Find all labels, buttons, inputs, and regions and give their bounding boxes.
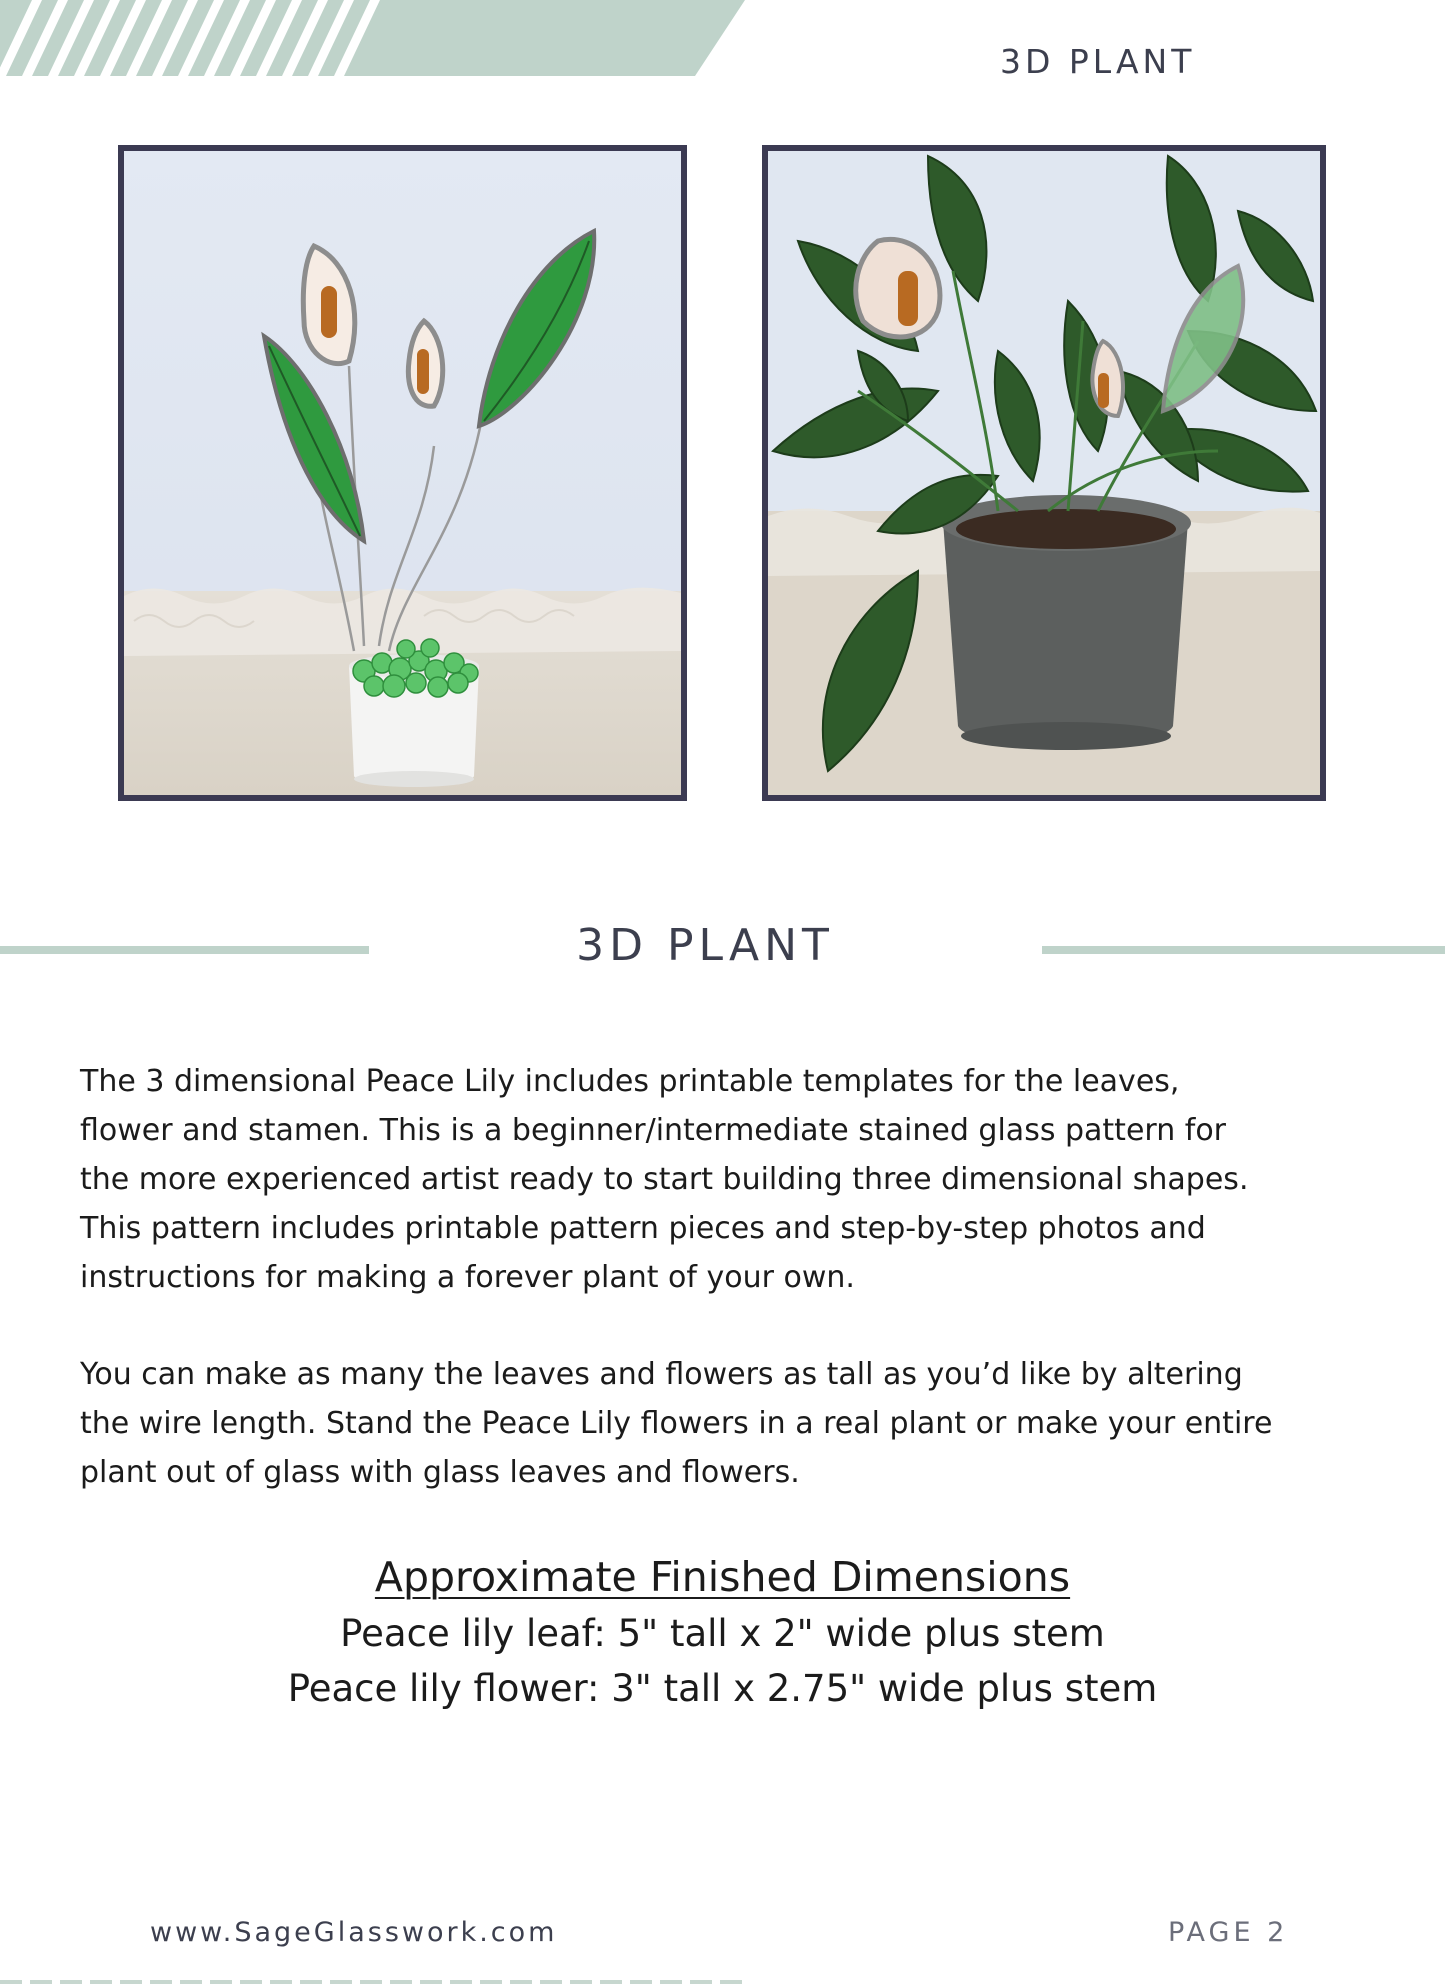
dimension-leaf: Peace lily leaf: 5" tall x 2" wide plus stem (340, 1612, 1105, 1655)
footer-website-link[interactable]: www.SageGlasswork.com (150, 1917, 558, 1948)
text-line: plant out of glass with glass leaves and flowers. (80, 1455, 800, 1490)
section-title: 3D PLANT (576, 920, 834, 971)
text-line: flower and stamen. This is a beginner/intermediate stained glass pattern for (80, 1113, 1227, 1148)
text-line: instructions for making a forever plant of your own. (80, 1260, 855, 1295)
photo-glass-peace-lily-pot (118, 145, 687, 801)
text-line: the wire length. Stand the Peace Lily flowers in a real plant or make your entire (80, 1406, 1273, 1441)
text-line: The 3 dimensional Peace Lily includes printable templates for the leaves, (80, 1064, 1180, 1099)
dimensions-title: Approximate Finished Dimensions (374, 1553, 1071, 1601)
text-line: This pattern includes printable pattern pieces and step-by-step photos and (80, 1211, 1206, 1246)
footer-dashed-rule (0, 1980, 750, 1984)
description-paragraph-2 (80, 1350, 1380, 1497)
footer-page-number: PAGE 2 (1168, 1917, 1289, 1948)
header-title: 3D PLANT (1000, 42, 1196, 81)
text-line: You can make as many the leaves and flowers as tall as you’d like by altering (80, 1357, 1243, 1392)
section-rule-right (1042, 946, 1445, 954)
text-line: the more experienced artist ready to start building three dimensional shapes. (80, 1162, 1249, 1197)
dimension-flower: Peace lily flower: 3" tall x 2.75" wide plus stem (287, 1667, 1158, 1710)
photo-glass-flowers-live-plant (762, 145, 1326, 801)
header-stripe-band (0, 0, 760, 80)
dimensions-block (0, 1548, 1445, 1716)
section-rule-left (0, 946, 369, 954)
description-paragraph-1 (80, 1057, 1380, 1302)
